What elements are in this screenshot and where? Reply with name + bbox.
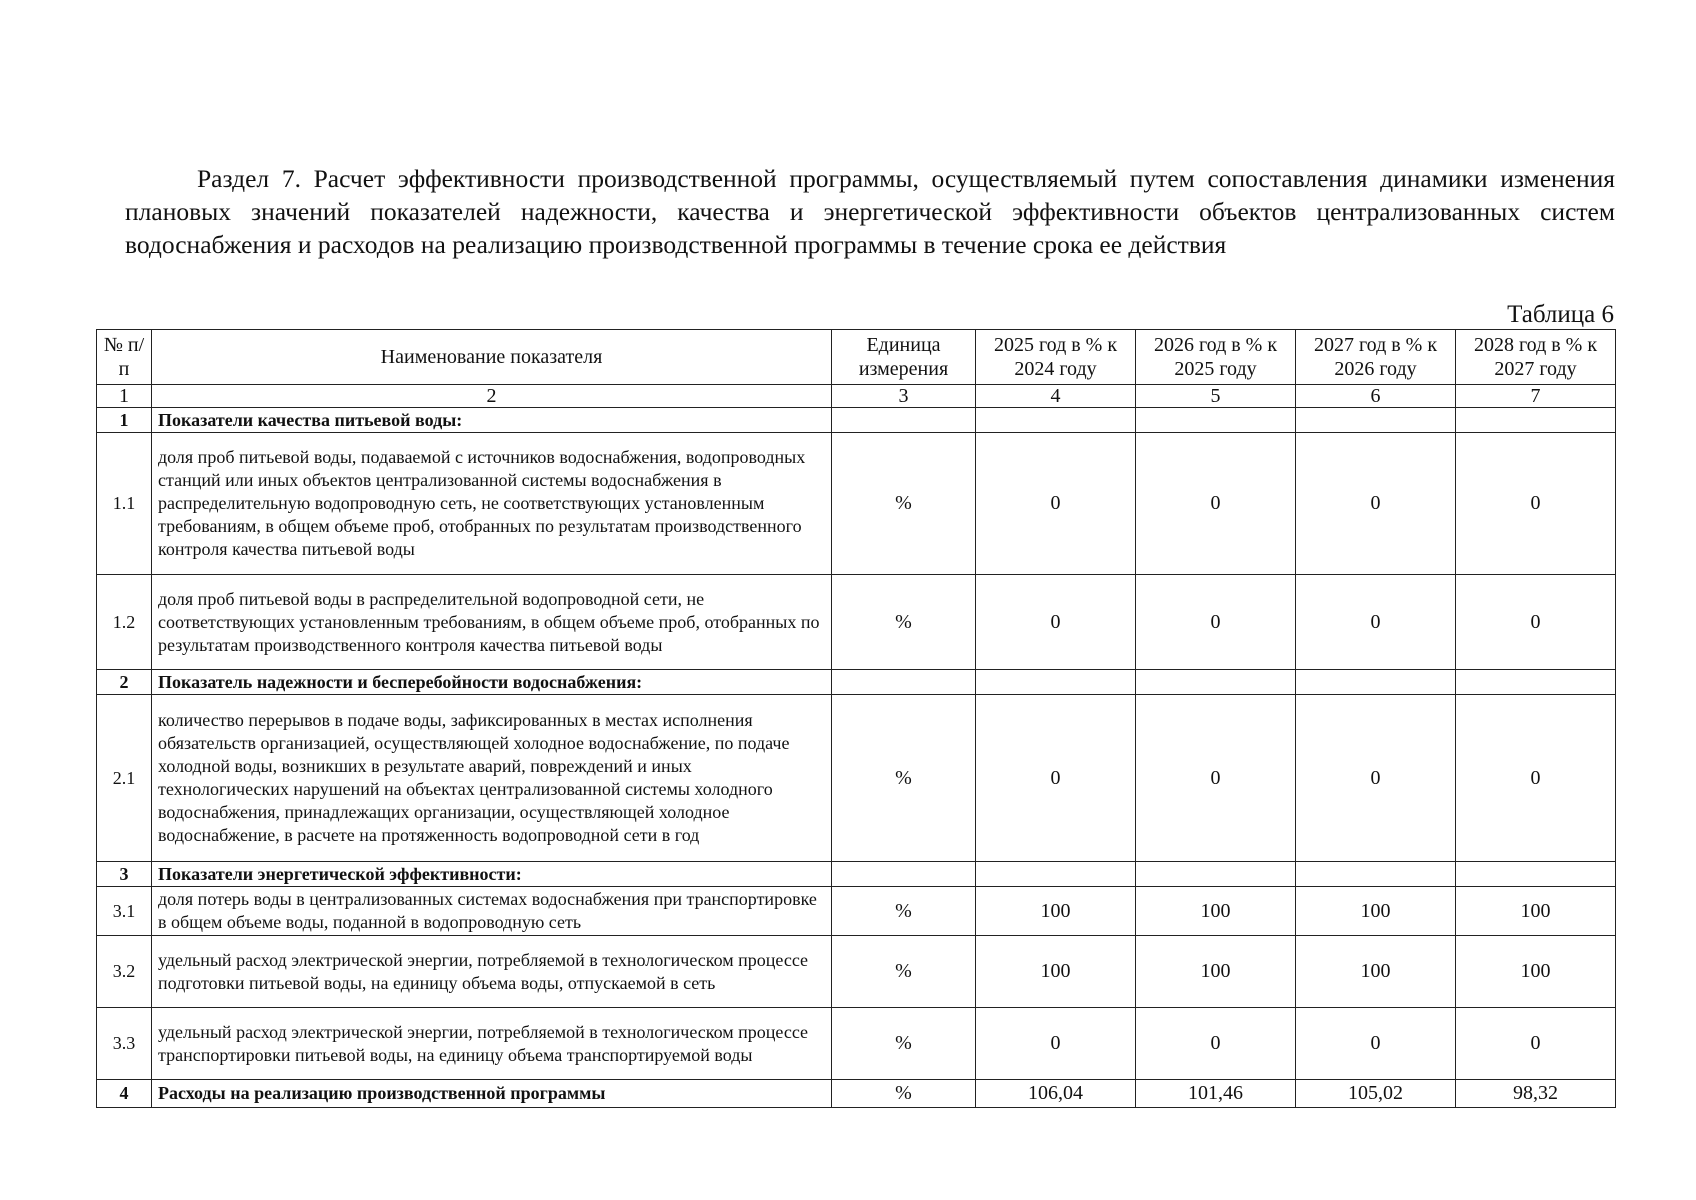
row-unit: % xyxy=(832,1080,976,1108)
header-2028: 2028 год в % к 2027 году xyxy=(1456,330,1616,385)
row-unit xyxy=(832,862,976,887)
row-unit: % xyxy=(832,1008,976,1080)
row-value-2025 xyxy=(976,408,1136,433)
row-unit: % xyxy=(832,695,976,862)
row-value-2025: 0 xyxy=(976,695,1136,862)
column-number: 5 xyxy=(1136,385,1296,408)
row-name: Показатели качества питьевой воды: xyxy=(152,408,832,433)
row-value-2026: 0 xyxy=(1136,575,1296,670)
row-name: удельный расход электрической энергии, потребляемой в технологическом процессе транспортировки питьевой воды, на единицу объема транспортируемой воды xyxy=(152,1008,832,1080)
row-value-2025 xyxy=(976,862,1136,887)
row-value-2027: 0 xyxy=(1296,433,1456,575)
row-value-2025: 100 xyxy=(976,936,1136,1008)
row-name: удельный расход электрической энергии, потребляемой в технологическом процессе подготовки питьевой воды, на единицу объема воды, отпускаемой в сеть xyxy=(152,936,832,1008)
row-name: доля проб питьевой воды, подаваемой с источников водоснабжения, водопроводных станций или иных объектов централизованной системы водоснабжения в распределительную водопроводную сеть, не соответствующих установленным требованиям, в общем объеме проб, отобранных по результатам производственного контроля качества питьевой воды xyxy=(152,433,832,575)
row-value-2027 xyxy=(1296,862,1456,887)
row-value-2028: 100 xyxy=(1456,887,1616,936)
row-number: 3.3 xyxy=(97,1008,152,1080)
table-row-2-1 xyxy=(97,695,1616,862)
row-value-2026: 100 xyxy=(1136,936,1296,1008)
row-value-2028: 0 xyxy=(1456,1008,1616,1080)
row-name: Расходы на реализацию производственной программы xyxy=(152,1080,832,1108)
row-value-2026 xyxy=(1136,670,1296,695)
column-number: 1 xyxy=(97,385,152,408)
header-unit: Единица измерения xyxy=(832,330,976,385)
row-value-2028 xyxy=(1456,408,1616,433)
section-heading: Раздел 7. Расчет эффективности производственной программы, осуществляемый путем сопоставления динамики изменения плановых значений показателей надежности, качества и энергетической эффективности объектов централизованных систем водоснабжения и расходов на реализацию производственной программы в течение срока ее действия xyxy=(125,164,1615,259)
row-value-2026 xyxy=(1136,408,1296,433)
row-value-2026: 0 xyxy=(1136,1008,1296,1080)
row-value-2027: 0 xyxy=(1296,695,1456,862)
row-number: 3.2 xyxy=(97,936,152,1008)
row-name: доля проб питьевой воды в распределительной водопроводной сети, не соответствующих установленным требованиям, в общем объеме проб, отобранных по результатам производственного контроля качества питьевой воды xyxy=(152,575,832,670)
row-name: доля потерь воды в централизованных системах водоснабжения при транспортировке в общем объеме воды, поданной в водопроводную сеть xyxy=(152,887,832,936)
row-value-2028 xyxy=(1456,670,1616,695)
table-row-3-1 xyxy=(97,887,1616,936)
table-row-section-reliability xyxy=(97,670,1616,695)
row-unit xyxy=(832,670,976,695)
row-value-2025: 0 xyxy=(976,1008,1136,1080)
row-value-2027: 100 xyxy=(1296,936,1456,1008)
row-number: 1.2 xyxy=(97,575,152,670)
header-num: № п/п xyxy=(97,330,152,385)
row-unit: % xyxy=(832,887,976,936)
row-value-2027: 0 xyxy=(1296,575,1456,670)
header-2025: 2025 год в % к 2024 году xyxy=(976,330,1136,385)
column-number: 4 xyxy=(976,385,1136,408)
row-value-2027: 100 xyxy=(1296,887,1456,936)
row-value-2027: 105,02 xyxy=(1296,1080,1456,1108)
row-number: 3.1 xyxy=(97,887,152,936)
row-value-2025: 100 xyxy=(976,887,1136,936)
row-value-2025: 0 xyxy=(976,575,1136,670)
row-name: количество перерывов в подаче воды, зафиксированных в местах исполнения обязательств организацией, осуществляющей холодное водоснабжение, по подаче холодной воды, возникших в результате аварий, повреждений и иных технологических нарушений на объектах централизованной системы холодного водоснабжения, принадлежащих организации, осуществляющей холодное водоснабжение, в расчете на протяженность водопроводной сети в год xyxy=(152,695,832,862)
row-name: Показатель надежности и бесперебойности водоснабжения: xyxy=(152,670,832,695)
row-value-2027: 0 xyxy=(1296,1008,1456,1080)
row-number: 1.1 xyxy=(97,433,152,575)
row-number: 3 xyxy=(97,862,152,887)
row-value-2025: 106,04 xyxy=(976,1080,1136,1108)
header-2026: 2026 год в % к 2025 году xyxy=(1136,330,1296,385)
row-value-2026: 0 xyxy=(1136,433,1296,575)
row-number: 4 xyxy=(97,1080,152,1108)
table-row-section-expenses xyxy=(97,1080,1616,1108)
row-value-2028: 100 xyxy=(1456,936,1616,1008)
row-value-2027 xyxy=(1296,670,1456,695)
column-number-row xyxy=(97,385,1616,408)
table-row-3-2 xyxy=(97,936,1616,1008)
row-value-2026: 101,46 xyxy=(1136,1080,1296,1108)
column-number: 7 xyxy=(1456,385,1616,408)
row-value-2028: 0 xyxy=(1456,575,1616,670)
row-value-2026: 100 xyxy=(1136,887,1296,936)
table-caption: Таблица 6 xyxy=(1507,301,1614,328)
row-value-2026: 0 xyxy=(1136,695,1296,862)
column-number: 6 xyxy=(1296,385,1456,408)
row-value-2028: 0 xyxy=(1456,433,1616,575)
table-row-1-2 xyxy=(97,575,1616,670)
row-unit xyxy=(832,408,976,433)
row-number: 1 xyxy=(97,408,152,433)
row-value-2027 xyxy=(1296,408,1456,433)
row-name: Показатели энергетической эффективности: xyxy=(152,862,832,887)
column-number: 2 xyxy=(152,385,832,408)
row-value-2026 xyxy=(1136,862,1296,887)
table-row-1-1 xyxy=(97,433,1616,575)
efficiency-table xyxy=(96,329,1616,1108)
table-row-3-3 xyxy=(97,1008,1616,1080)
column-number: 3 xyxy=(832,385,976,408)
header-name: Наименование показателя xyxy=(152,330,832,385)
table-row-section-energy xyxy=(97,862,1616,887)
row-number: 2 xyxy=(97,670,152,695)
row-unit: % xyxy=(832,575,976,670)
row-number: 2.1 xyxy=(97,695,152,862)
row-value-2028 xyxy=(1456,862,1616,887)
row-value-2028: 98,32 xyxy=(1456,1080,1616,1108)
row-value-2025 xyxy=(976,670,1136,695)
table-header-row xyxy=(97,330,1616,385)
row-value-2025: 0 xyxy=(976,433,1136,575)
table-row-section-quality xyxy=(97,408,1616,433)
row-unit: % xyxy=(832,936,976,1008)
row-unit: % xyxy=(832,433,976,575)
row-value-2028: 0 xyxy=(1456,695,1616,862)
header-2027: 2027 год в % к 2026 году xyxy=(1296,330,1456,385)
